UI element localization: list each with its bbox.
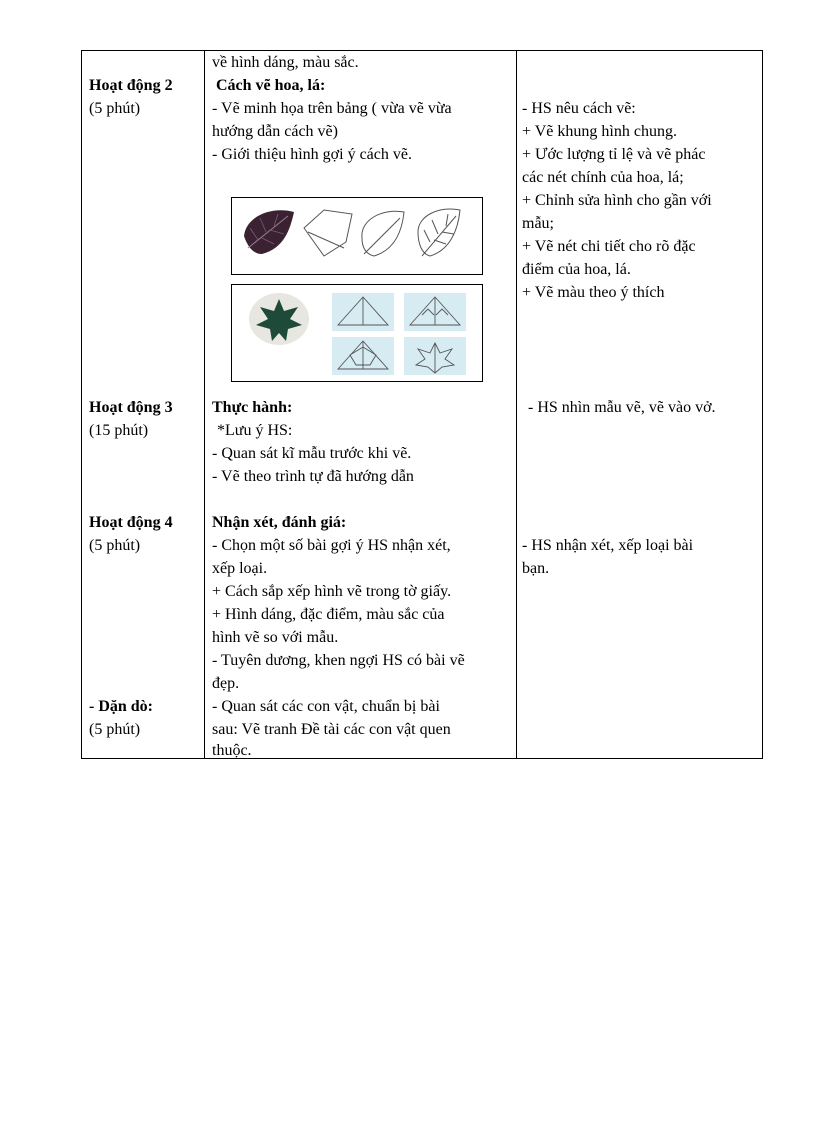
leaf-outline-step-1-icon	[304, 210, 352, 256]
activity-4-student-line: - HS nhận xét, xếp loại bài	[522, 537, 694, 554]
activity-2-student-line: + Vẽ màu theo ý thích	[522, 284, 665, 301]
activity-3-student-line: - HS nhìn mẫu vẽ, vẽ vào vở.	[528, 399, 716, 416]
table-divider-1	[204, 50, 205, 759]
homework-label: - Dặn dò:	[89, 698, 154, 715]
activity-3-teacher-line: *Lưu ý HS:	[217, 422, 293, 439]
activity-4-teacher-line: đẹp.	[212, 675, 240, 692]
maple-steps-drawing	[232, 285, 482, 381]
activity-4-teacher-line: - Tuyên dương, khen ngợi HS có bài vẽ	[212, 652, 465, 669]
activity-2-teacher-line: - Vẽ minh họa trên bảng ( vừa vẽ vừa	[212, 100, 452, 117]
activity-4-teacher-line: hình vẽ so với mẫu.	[212, 629, 339, 646]
activity-2-student-line: + Vẽ nét chi tiết cho rõ đặc	[522, 238, 696, 255]
leaf-photo-icon	[244, 210, 294, 254]
activity-2-student-line: điểm của hoa, lá.	[522, 261, 631, 278]
activity-2-student-line: + Ước lượng tỉ lệ và vẽ phác	[522, 146, 706, 163]
homework-duration: (5 phút)	[89, 721, 141, 738]
activity-4-title: Nhận xét, đánh giá:	[212, 514, 347, 531]
table-border-bottom	[81, 758, 763, 759]
table-border-top	[81, 50, 763, 51]
activity-3-label: Hoạt động 3	[89, 399, 173, 416]
activity-2-teacher-line: hướng dẫn cách vẽ)	[212, 123, 338, 140]
leaf-outline-step-3-icon	[418, 209, 460, 256]
activity-4-teacher-line: + Hình dáng, đặc điểm, màu sắc của	[212, 606, 445, 623]
activity-4-student-line: bạn.	[522, 560, 550, 577]
table-divider-2	[516, 50, 517, 759]
homework-teacher-line: thuộc.	[212, 742, 252, 759]
activity-3-teacher-line: - Vẽ theo trình tự đã hướng dẫn	[212, 468, 414, 485]
activity-4-teacher-line: - Chọn một số bài gợi ý HS nhận xét,	[212, 537, 451, 554]
homework-teacher-line: sau: Vẽ tranh Đề tài các con vật quen	[212, 721, 451, 738]
activity-3-title: Thực hành:	[212, 399, 293, 416]
leaf-outline-step-2-icon	[362, 211, 404, 256]
activity-2-teacher-line: - Giới thiệu hình gợi ý cách vẽ.	[212, 146, 412, 163]
activity-2-title: Cách vẽ hoa, lá:	[216, 77, 326, 94]
activity-2-student-line: + Chỉnh sửa hình cho gần với	[522, 192, 712, 209]
teacher-continued-line: về hình dáng, màu sắc.	[212, 54, 359, 71]
activity-2-student-line: + Vẽ khung hình chung.	[522, 123, 677, 140]
leaf-steps-drawing	[232, 198, 482, 274]
activity-2-student-line: - HS nêu cách vẽ:	[522, 100, 636, 117]
activity-2-student-line: các nét chính của hoa, lá;	[522, 169, 684, 186]
activity-2-student-line: mẫu;	[522, 215, 554, 232]
homework-teacher-line: - Quan sát các con vật, chuẩn bị bài	[212, 698, 440, 715]
activity-2-label: Hoạt động 2	[89, 77, 173, 94]
activity-2-duration: (5 phút)	[89, 100, 141, 117]
table-border-right	[762, 50, 763, 759]
table-border-left	[81, 50, 82, 759]
activity-4-label: Hoạt động 4	[89, 514, 173, 531]
maple-leaf-steps-figure	[231, 284, 483, 382]
leaf-steps-figure	[231, 197, 483, 275]
activity-4-duration: (5 phút)	[89, 537, 141, 554]
activity-4-teacher-line: xếp loại.	[212, 560, 268, 577]
activity-3-duration: (15 phút)	[89, 422, 149, 439]
activity-3-teacher-line: - Quan sát kĩ mẫu trước khi vẽ.	[212, 445, 412, 462]
activity-4-teacher-line: + Cách sắp xếp hình vẽ trong tờ giấy.	[212, 583, 452, 600]
